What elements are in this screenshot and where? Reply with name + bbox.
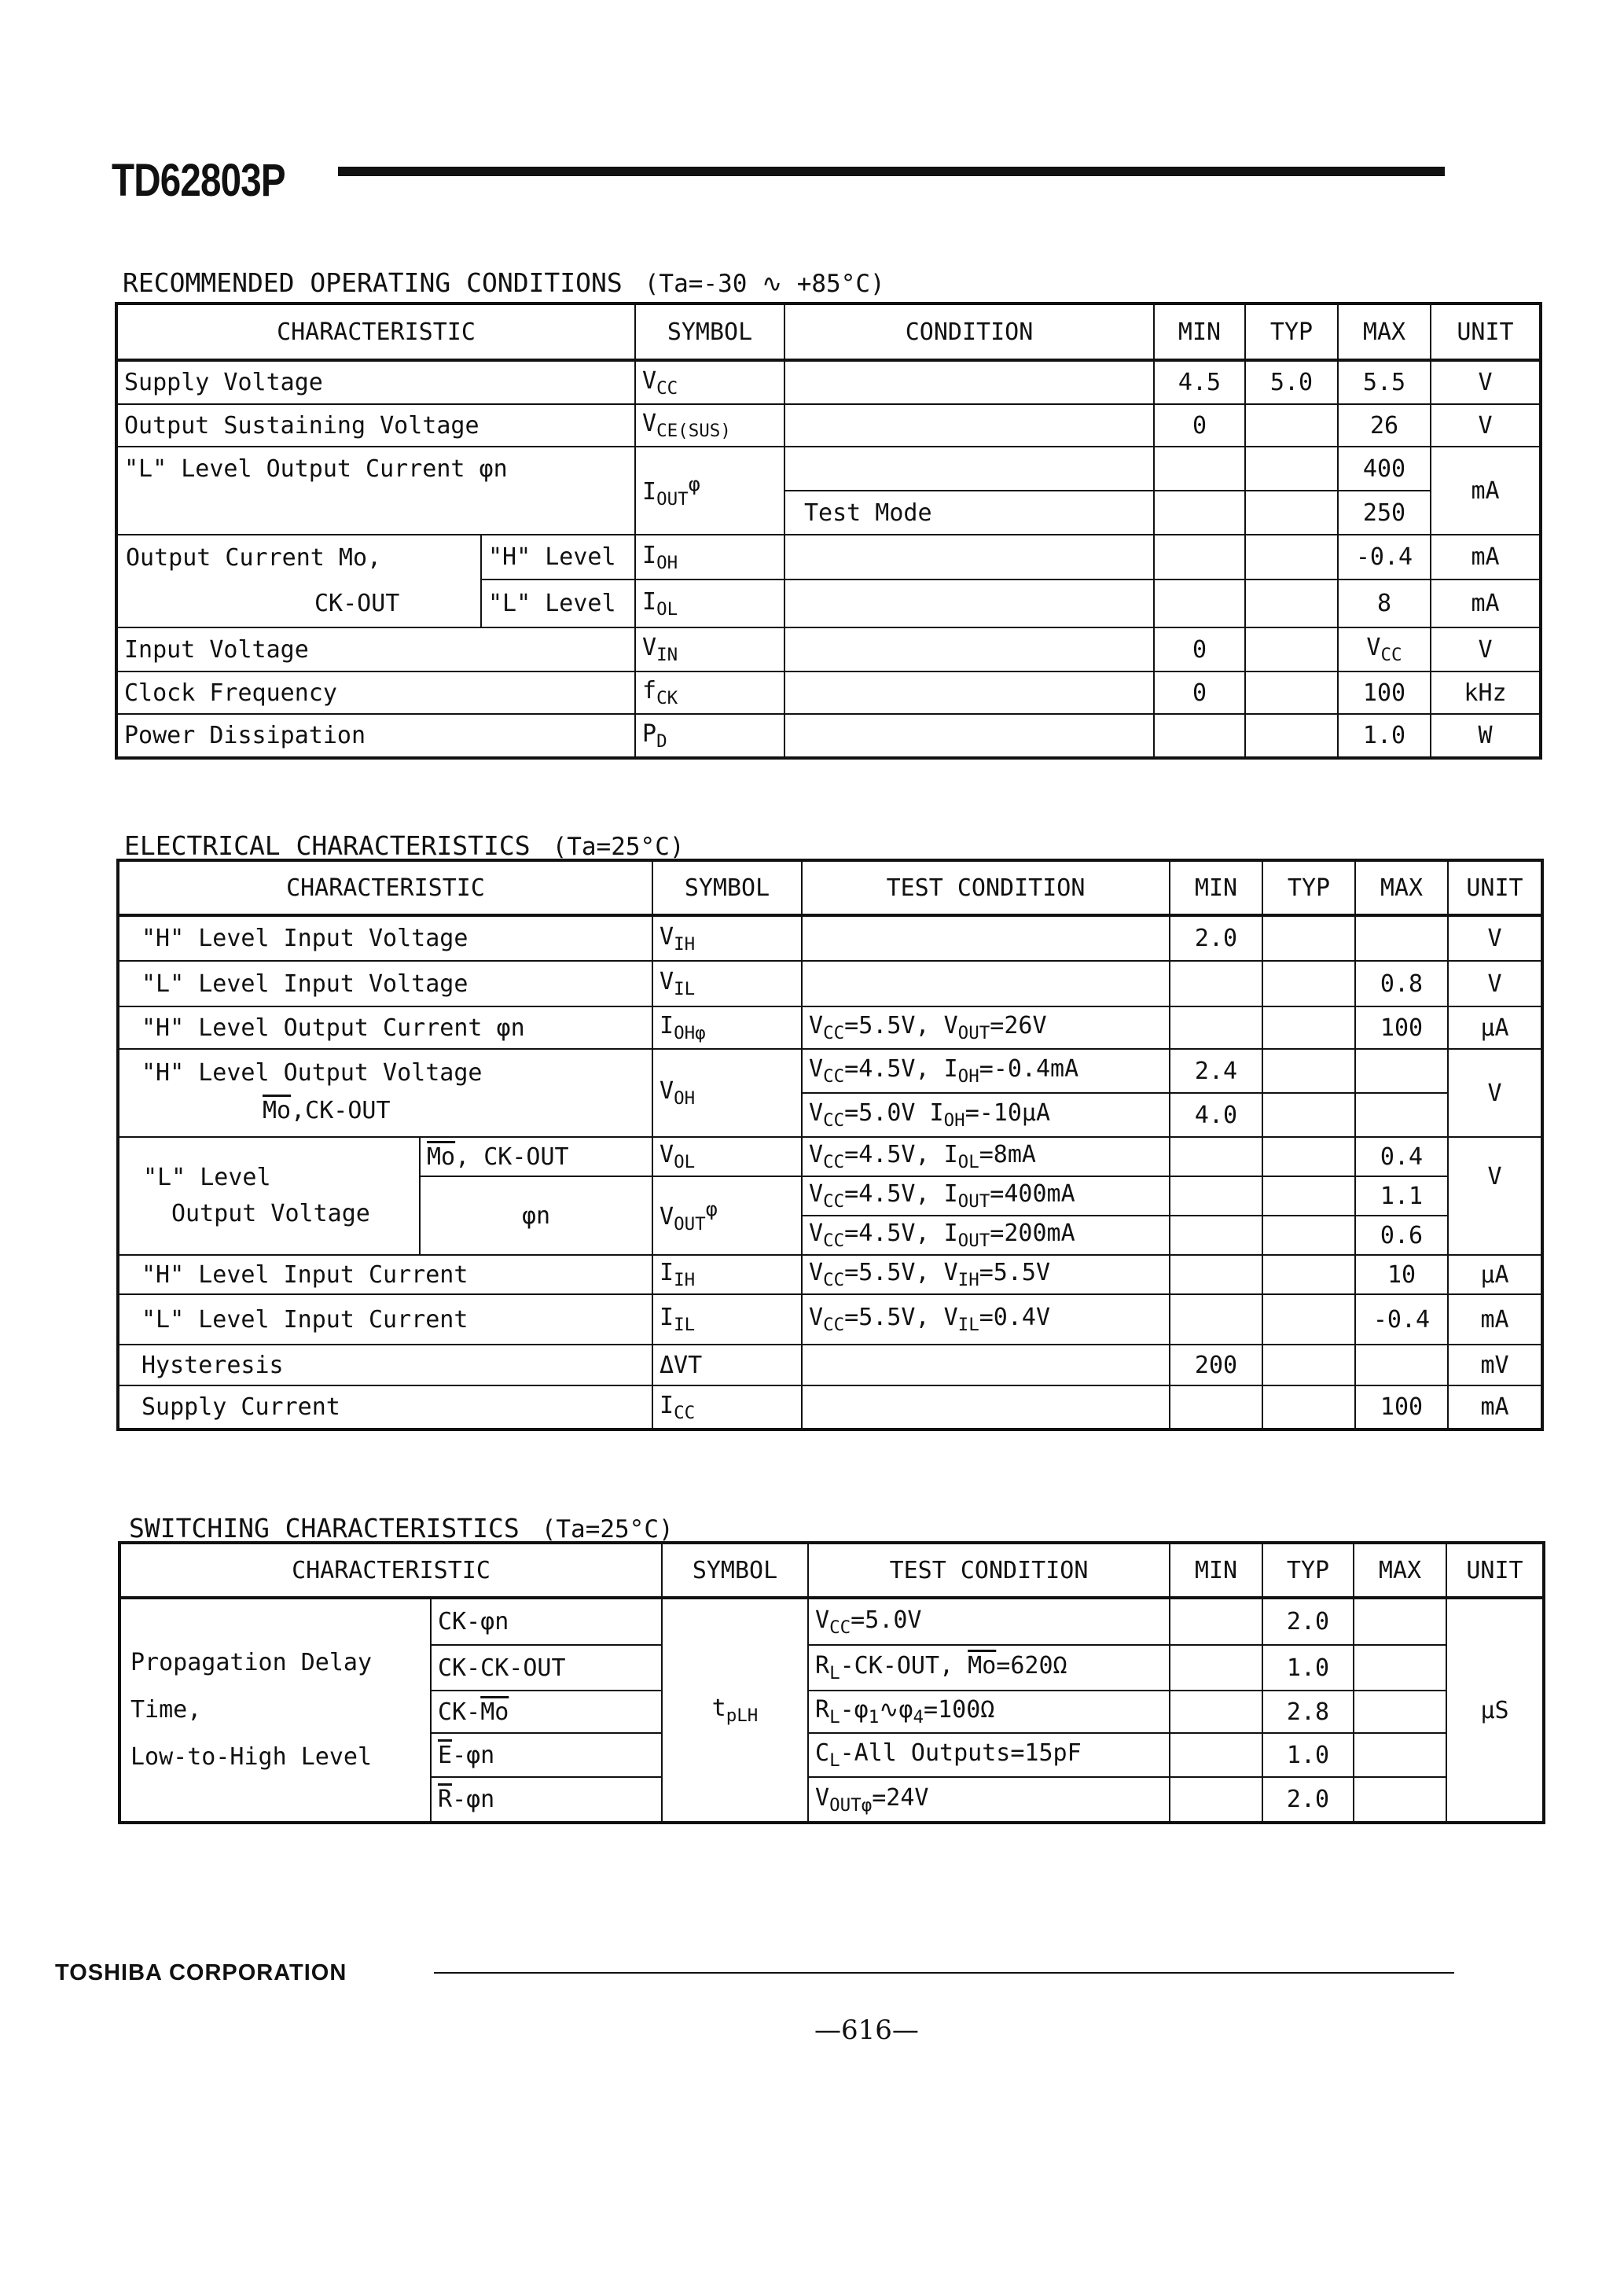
table-row: $\overline{R}-\varphi n$ $V_{OUT\varphi}=24V$ 2.0: [119, 1777, 1544, 1823]
table-row: "H" Level Output Voltage $\overline{Mo},CK$-OUT $V_{OH}$ $V_{CC}=4.5V$, $I_{OH}=-0.4mA$ 2.4 V: [118, 1049, 1542, 1093]
electrical-ambient: (Ta=25°C): [552, 833, 685, 861]
table-row: $\overline{E}-\varphi n$ $C_L$-All Outputs=15pF 1.0: [119, 1733, 1544, 1777]
company-name: TOSHIBA CORPORATION: [55, 1960, 347, 1985]
table-row: "H" Level Input Current $I_{IH}$ $V_{CC}=5.5V$, $V_{IH}=5.5V$ 10 μA: [118, 1255, 1542, 1294]
header-rule: [338, 167, 1445, 176]
electrical-table: [116, 859, 1544, 1431]
table-row: Test Mode 250: [116, 491, 1541, 535]
table-row: $CK-\overline{Mo}$ $R_L-\varphi_1∿\varphi_4=100\Omega$ 2.8: [119, 1691, 1544, 1733]
table-row: "L" Level $I_{OL}$ 8 mA: [116, 580, 1541, 627]
table-row: "H" Level Output Current φn $I_{OH\varphi}$ $V_{CC}=5.5V$, $V_{OUT}=26V$ 100 μA: [118, 1006, 1542, 1049]
switching-title: SWITCHING CHARACTERISTICS: [129, 1513, 520, 1544]
ck-mo-label: $CK-\overline{Mo}$: [438, 1698, 509, 1726]
electrical-title: ELECTRICAL CHARACTERISTICS: [124, 830, 531, 861]
col-typ: TYP: [1245, 304, 1338, 360]
table-row: "L" Level Output Current φn $I_{OUT}^\varphi$ 400 mA: [116, 447, 1541, 491]
table-row: $V_{CC}=4.5V$, $I_{OUT}=200mA$ 0.6: [118, 1216, 1542, 1255]
table-row: Input Voltage $V_{IN}$ 0 $V_{CC}$ V: [116, 627, 1541, 672]
switching-section-title: [129, 1513, 674, 1544]
table-row: "L" Level Input Current $I_{IL}$ $V_{CC}=5.5V$, $V_{IL}=0.4V$ -0.4 mA: [118, 1294, 1542, 1345]
footer-rule: [434, 1972, 1454, 1974]
table-row: Propagation Delay Time, Low-to-High Level CK-φn $t_{pLH}$ $V_{CC}=5.0V$ 2.0 μS: [119, 1598, 1544, 1645]
col-condition: CONDITION: [784, 304, 1154, 360]
table-row: Power Dissipation $P_D$ 1.0 W: [116, 714, 1541, 758]
recommended-title: RECOMMENDED OPERATING CONDITIONS: [123, 267, 623, 298]
electrical-section-title: [124, 830, 685, 861]
table-row: Supply Current $I_{CC}$ 100 mA: [118, 1385, 1542, 1429]
recommended-section-title: [123, 267, 885, 298]
col-symbol: SYMBOL: [635, 304, 784, 360]
col-unit: UNIT: [1431, 304, 1541, 360]
table-row: φn $V_{OUT}^\varphi$ $V_{CC}=4.5V$, $I_{OUT}=400mA$ 1.1: [118, 1176, 1542, 1216]
table-row: Hysteresis ΔVT 200 mV: [118, 1345, 1542, 1385]
table-row: Clock Frequency $f_{CK}$ 0 100 kHz: [116, 672, 1541, 714]
electrical-header-row: CHARACTERISTIC SYMBOL TEST CONDITION MIN TYP MAX UNIT: [118, 860, 1542, 915]
switching-header-row: CHARACTERISTIC SYMBOL TEST CONDITION MIN TYP MAX UNIT: [119, 1543, 1544, 1598]
table-row: "H" Level Input Voltage $V_{IH}$ 2.0 V: [118, 915, 1542, 961]
table-row: $V_{CC}=5.0V$ $I_{OH}=-10\mu A$ 4.0: [118, 1093, 1542, 1137]
table-row: Supply Voltage $V_{CC}$ 4.5 5.0 5.5 V: [116, 360, 1541, 404]
table-row: "L" Level Input Voltage $V_{IL}$ 0.8 V: [118, 961, 1542, 1006]
col-characteristic: CHARACTERISTIC: [116, 304, 635, 360]
switching-table: [118, 1541, 1545, 1824]
recommended-header-row: [116, 304, 1541, 360]
table-row: CK-CK-OUT $R_L-CK$-OUT, $\overline{Mo}=620\Omega$ 1.0: [119, 1645, 1544, 1691]
switching-ambient: (Ta=25°C): [541, 1515, 674, 1544]
col-max: MAX: [1338, 304, 1431, 360]
recommended-ambient: (Ta=-30 ∿ +85°C): [644, 270, 885, 298]
table-row: "L" Level Output Voltage $\overline{Mo}$, CK-OUT $V_{OL}$ $V_{CC}=4.5V$, $I_{OL}=8mA$ 0.4 V: [118, 1137, 1542, 1176]
col-min: MIN: [1154, 304, 1245, 360]
table-row: Output Current Mo, CK-OUT "H" Level $I_{OH}$ -0.4 mA: [116, 535, 1541, 580]
part-number: TD62803P: [112, 155, 285, 206]
table-row: Output Sustaining Voltage $V_{CE(SUS)}$ 0 26 V: [116, 404, 1541, 447]
page-number: —616—: [814, 2015, 919, 2046]
recommended-table: [115, 302, 1542, 760]
